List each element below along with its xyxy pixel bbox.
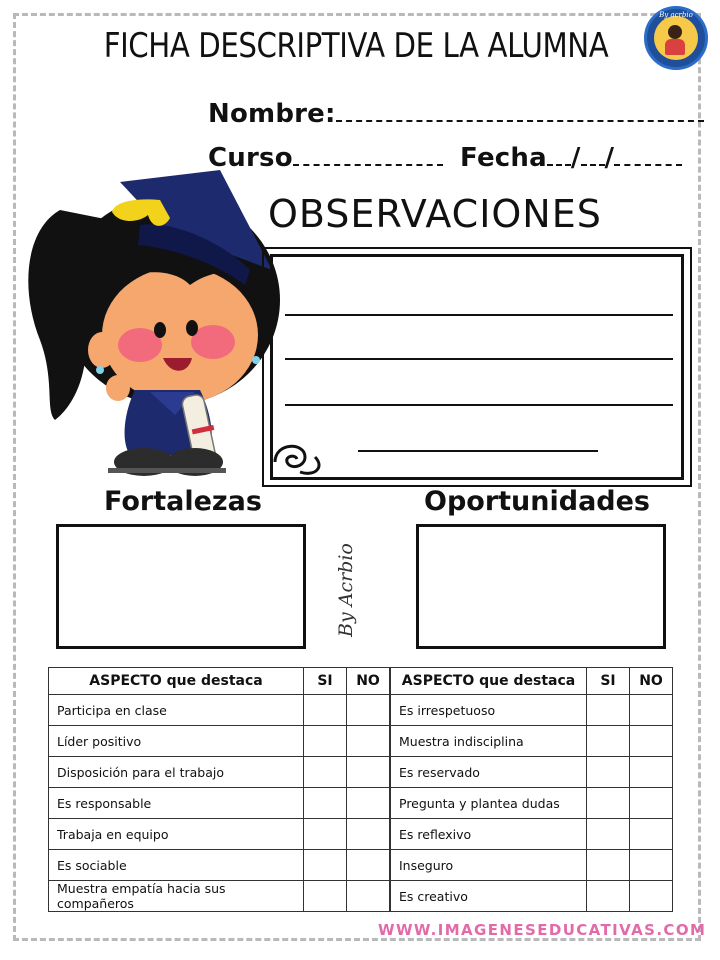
logo-kid-body-icon	[665, 39, 685, 55]
table-row	[391, 726, 673, 757]
left-eye	[154, 322, 166, 338]
yes-checkbox-cell[interactable]	[304, 788, 347, 819]
yes-checkbox-cell[interactable]	[304, 819, 347, 850]
table-row	[391, 757, 673, 788]
aspect-label: Muestra indisciplina	[391, 726, 587, 757]
logo-kid-icon	[668, 25, 682, 39]
date-label: Fecha	[460, 143, 547, 173]
strengths-label: Fortalezas	[104, 486, 262, 517]
no-checkbox-cell[interactable]	[630, 726, 673, 757]
brand-logo	[644, 6, 708, 70]
table-header-row	[391, 668, 673, 695]
table-row	[391, 819, 673, 850]
earring-icon	[96, 366, 104, 374]
date-day-blank[interactable]	[547, 140, 571, 166]
observations-line-3[interactable]	[285, 404, 673, 406]
date-month-blank[interactable]	[581, 140, 605, 166]
no-checkbox-cell[interactable]	[347, 695, 390, 726]
no-column-header: NO	[347, 668, 390, 695]
name-field[interactable]	[208, 96, 704, 129]
observations-box[interactable]	[270, 254, 684, 480]
opportunities-box[interactable]	[416, 524, 666, 649]
aspect-label: Es sociable	[49, 850, 304, 881]
opportunities-label: Oportunidades	[424, 486, 651, 517]
yes-checkbox-cell[interactable]	[587, 695, 630, 726]
aspect-label: Es creativo	[391, 881, 587, 912]
strengths-box[interactable]	[56, 524, 306, 649]
aspect-label: Es reservado	[391, 757, 587, 788]
aspect-label: Muestra empatía hacia sus compañeros	[49, 881, 304, 912]
observations-title: OBSERVACIONES	[268, 192, 602, 236]
yes-checkbox-cell[interactable]	[304, 726, 347, 757]
no-checkbox-cell[interactable]	[630, 757, 673, 788]
date-separator-2: /	[604, 143, 615, 173]
aspect-column-header: ASPECTO que destaca	[391, 668, 587, 695]
no-checkbox-cell[interactable]	[347, 850, 390, 881]
aspect-label: Es reflexivo	[391, 819, 587, 850]
no-checkbox-cell[interactable]	[630, 881, 673, 912]
page-title: FICHA DESCRIPTIVA DE LA ALUMNA	[103, 26, 609, 66]
course-date-row	[208, 140, 682, 173]
table-row	[49, 819, 390, 850]
table-header-row	[49, 668, 390, 695]
date-separator-1: /	[570, 143, 581, 173]
shoe-sole	[108, 468, 226, 473]
yes-checkbox-cell[interactable]	[587, 788, 630, 819]
no-checkbox-cell[interactable]	[347, 819, 390, 850]
yes-checkbox-cell[interactable]	[304, 695, 347, 726]
no-column-header: NO	[630, 668, 673, 695]
waving-hand	[106, 375, 130, 401]
yes-checkbox-cell[interactable]	[304, 757, 347, 788]
no-checkbox-cell[interactable]	[347, 726, 390, 757]
aspect-label: Líder positivo	[49, 726, 304, 757]
logo-text: By acrbio	[659, 11, 693, 19]
no-checkbox-cell[interactable]	[347, 788, 390, 819]
yes-column-header: SI	[587, 668, 630, 695]
table-row	[49, 726, 390, 757]
no-checkbox-cell[interactable]	[347, 881, 390, 912]
aspect-label: Trabaja en equipo	[49, 819, 304, 850]
no-checkbox-cell[interactable]	[630, 850, 673, 881]
no-checkbox-cell[interactable]	[630, 788, 673, 819]
yes-checkbox-cell[interactable]	[304, 881, 347, 912]
name-label: Nombre:	[208, 99, 336, 129]
aspect-label: Es irrespetuoso	[391, 695, 587, 726]
table-row	[49, 881, 390, 912]
swirl-decoration-icon	[270, 432, 330, 482]
aspect-label: Pregunta y plantea dudas	[391, 788, 587, 819]
table-row	[391, 881, 673, 912]
table-row	[49, 757, 390, 788]
observations-line-2[interactable]	[285, 358, 673, 360]
ear-shape	[88, 332, 116, 368]
table-row	[49, 850, 390, 881]
table-row	[391, 788, 673, 819]
no-checkbox-cell[interactable]	[347, 757, 390, 788]
table-row	[49, 695, 390, 726]
author-signature: By Acrbio	[335, 543, 357, 637]
aspect-column-header: ASPECTO que destaca	[49, 668, 304, 695]
name-blank[interactable]	[336, 96, 704, 122]
aspects-table-right	[390, 667, 673, 912]
no-checkbox-cell[interactable]	[630, 819, 673, 850]
footer-website-link[interactable]: WWW.IMAGENESEDUCATIVAS.COM	[378, 921, 707, 939]
yes-checkbox-cell[interactable]	[587, 819, 630, 850]
yes-checkbox-cell[interactable]	[587, 757, 630, 788]
table-row	[49, 788, 390, 819]
yes-checkbox-cell[interactable]	[304, 850, 347, 881]
yes-checkbox-cell[interactable]	[587, 726, 630, 757]
yes-column-header: SI	[304, 668, 347, 695]
aspect-label: Es responsable	[49, 788, 304, 819]
table-row	[391, 850, 673, 881]
no-checkbox-cell[interactable]	[630, 695, 673, 726]
table-row	[391, 695, 673, 726]
observations-line-1[interactable]	[285, 314, 673, 316]
graduate-girl-illustration	[20, 170, 280, 480]
course-label: Curso	[208, 143, 293, 173]
right-eye	[186, 320, 198, 336]
aspect-label: Inseguro	[391, 850, 587, 881]
yes-checkbox-cell[interactable]	[587, 850, 630, 881]
yes-checkbox-cell[interactable]	[587, 881, 630, 912]
observations-line-4[interactable]	[358, 450, 598, 452]
aspect-label: Participa en clase	[49, 695, 304, 726]
course-blank[interactable]	[293, 140, 443, 166]
date-year-blank[interactable]	[614, 140, 682, 166]
aspect-label: Disposición para el trabajo	[49, 757, 304, 788]
earring-icon-right	[252, 356, 260, 364]
aspects-table-left	[48, 667, 390, 912]
